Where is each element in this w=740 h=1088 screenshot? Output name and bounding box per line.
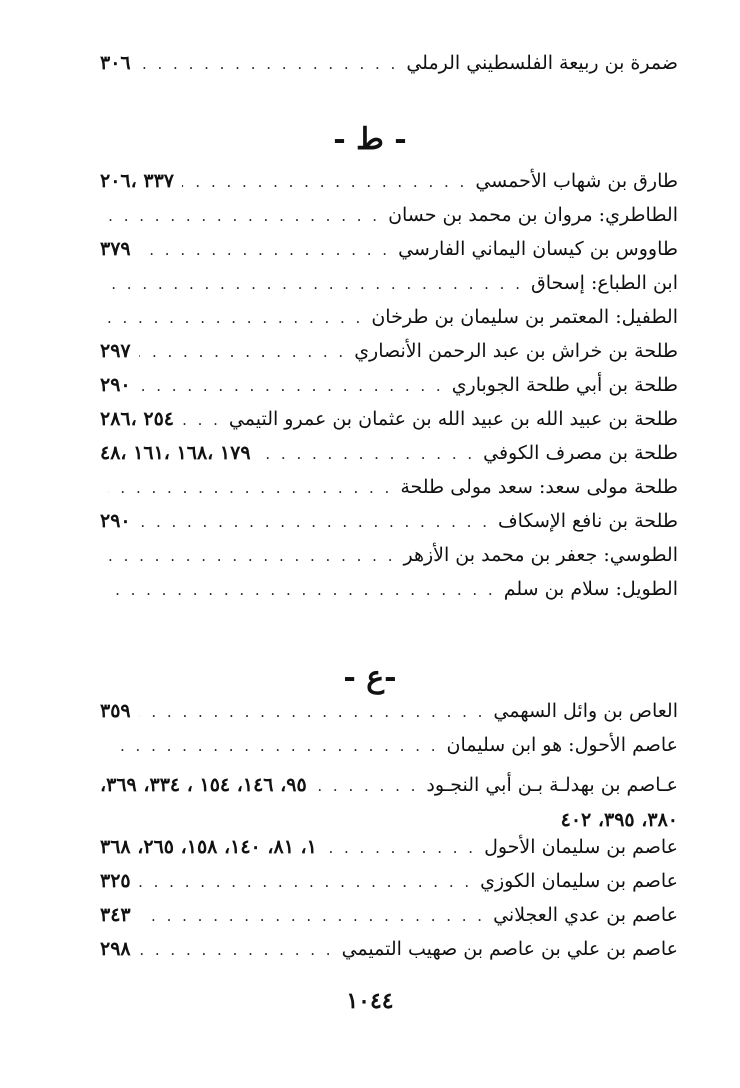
index-entry	[100, 734, 678, 768]
entry-name: طاووس بن كيسان اليماني الفارسي	[398, 238, 678, 260]
entry-name: ضمرة بن ربيعة الفلسطيني الرملي	[406, 52, 678, 74]
entry-pages: ٣٧٩	[100, 238, 131, 260]
section-heading-ayn: -ع -	[343, 660, 397, 695]
index-entry	[100, 578, 678, 612]
index-entry-wrapped	[100, 768, 678, 836]
leader-dots	[108, 275, 523, 293]
entry-pages: ٢٩٠	[100, 374, 131, 396]
index-entry	[100, 510, 678, 544]
entry-pages: ٩٥، ١٤٦، ١٥٤ ، ٣٣٤، ٣٦٩،	[100, 774, 307, 796]
leader-dots	[139, 513, 490, 531]
entry-pages: ١، ٨١، ١٤٠، ١٥٨، ٢٦٥، ٣٦٨	[100, 836, 317, 858]
leader-dots	[325, 839, 476, 857]
entry-name: عـاصم بن بهدلـة بـن أبي النجـود	[426, 774, 678, 796]
entry-pages: ٣٠٦	[100, 52, 131, 74]
entry-name: عاصم بن علي بن عاصم بن صهيب التميمي	[341, 938, 678, 960]
entry-pages: ٣٢٥	[100, 870, 131, 892]
leader-dots	[108, 581, 496, 599]
entry-name: ابن الطباع: إسحاق	[530, 272, 678, 294]
index-entry	[100, 476, 678, 510]
leader-dots	[139, 343, 347, 361]
entry-name: عاصم بن سليمان الكوزي	[480, 870, 678, 892]
entry-name: طلحة بن مصرف الكوفي	[483, 442, 678, 464]
leader-dots	[108, 737, 439, 755]
entry-name: عاصم بن عدي العجلاني	[493, 904, 678, 926]
index-entry	[100, 870, 678, 904]
entry-name: عاصم بن سليمان الأحول	[484, 836, 678, 858]
entry-name: العاص بن وائل السهمي	[493, 700, 678, 722]
entry-name: الطفيل: المعتمر بن سليمان بن طرخان	[371, 306, 678, 328]
entry-pages-continued: ٣٨٠، ٣٩٥، ٤٠٢	[560, 809, 678, 831]
leader-dots	[139, 703, 486, 721]
leader-dots	[259, 445, 476, 463]
section-heading-ta: - ط -	[333, 122, 407, 157]
leader-dots	[139, 55, 399, 73]
leader-dots	[182, 411, 221, 429]
leader-dots	[139, 873, 473, 891]
entry-pages: ٢٩٨	[100, 938, 131, 960]
top-entries	[100, 52, 678, 86]
leader-dots	[315, 769, 419, 803]
entry-name: طلحة بن نافع الإسكاف	[497, 510, 678, 532]
entry-name: طلحة مولى سعد: سعد مولى طلحة	[400, 476, 678, 498]
index-entry	[100, 408, 678, 442]
entry-pages: ٣٤٣	[100, 904, 131, 926]
page-number: ١٠٤٤	[346, 988, 394, 1014]
leader-dots	[108, 309, 363, 327]
index-entry	[100, 544, 678, 578]
index-entry	[100, 442, 678, 476]
entry-name: الطوسي: جعفر بن محمد بن الأزهر	[403, 544, 678, 566]
entry-pages: ٣٣٧ ،٢٠٦	[100, 170, 174, 192]
index-entry	[100, 904, 678, 938]
index-entry	[100, 52, 678, 86]
entry-pages: ٣٥٩	[100, 700, 131, 722]
entry-name: الطاطري: مروان بن محمد بن حسان	[388, 204, 678, 226]
index-entry	[100, 374, 678, 408]
section-ayn-entries	[100, 700, 678, 972]
index-entry	[100, 306, 678, 340]
index-entry	[100, 700, 678, 734]
entry-name: طارق بن شهاب الأحمسي	[475, 170, 678, 192]
leader-dots	[139, 241, 390, 259]
index-entry	[100, 938, 678, 972]
entry-pages: ٢٩٧	[100, 340, 131, 362]
entry-name: عاصم الأحول: هو ابن سليمان	[446, 734, 678, 756]
index-entry	[100, 340, 678, 374]
index-entry	[100, 836, 678, 870]
leader-dots	[139, 941, 334, 959]
entry-name: طلحة بن خراش بن عبد الرحمن الأنصاري	[354, 340, 678, 362]
entry-pages: ٢٥٤ ،٢٨٦	[100, 408, 174, 430]
leader-dots	[108, 479, 392, 497]
index-entry	[100, 204, 678, 238]
index-entry	[100, 170, 678, 204]
index-entry	[100, 238, 678, 272]
section-ta-entries	[100, 170, 678, 612]
leader-dots	[108, 207, 380, 225]
entry-pages: ١٧٩ ،١٦٨ ،١٦١ ،٤٨	[100, 442, 251, 464]
index-entry	[100, 272, 678, 306]
leader-dots	[182, 173, 467, 191]
leader-dots	[139, 907, 485, 925]
wrapped-entry-line-1	[100, 768, 678, 803]
leader-dots	[108, 547, 395, 565]
entry-name: الطويل: سلام بن سلم	[503, 578, 678, 600]
leader-dots	[139, 377, 444, 395]
entry-pages: ٢٩٠	[100, 510, 131, 532]
entry-name: طلحة بن عبيد الله بن عبيد الله بن عثمان بن عمرو التيمي	[228, 408, 678, 430]
entry-name: طلحة بن أبي طلحة الجوباري	[451, 374, 678, 396]
